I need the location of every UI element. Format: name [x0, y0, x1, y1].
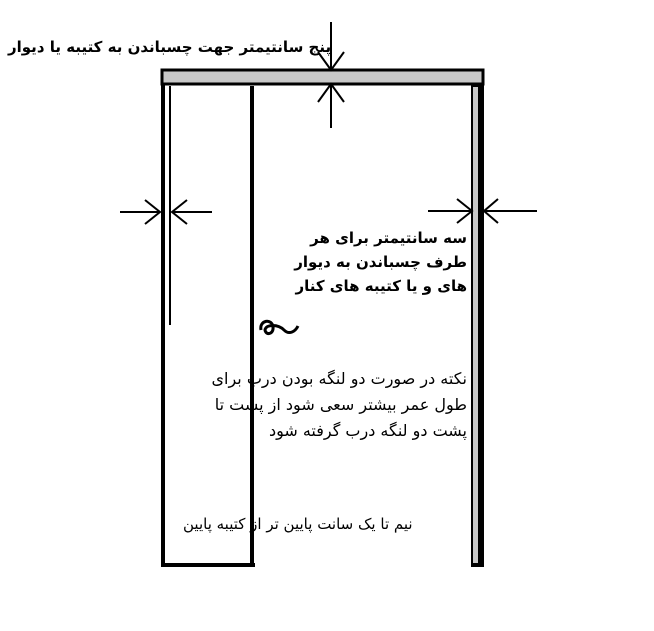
top-strip — [162, 70, 483, 84]
bottom-gap-label: نیم تا یک سانت پایین تر از کتیبه پایین — [183, 515, 413, 533]
side-margin-label: سه سانتیمتر برای هر طرف چسباندن به دیوار های و یا کتیبه های کنار — [294, 229, 467, 295]
swirl-mark-icon — [261, 321, 298, 333]
double-door-note: نکته در صورت دو لنگه بودن درب برای طول عمر بیشتر سعی شود از پشت تا پشت دو لنگه درب گرفته شود — [211, 369, 467, 440]
top-margin-label: پنج سانتیمتر جهت چسباندن به کتیبه یا دیوار — [8, 38, 332, 56]
frame-right-strip — [472, 86, 479, 565]
